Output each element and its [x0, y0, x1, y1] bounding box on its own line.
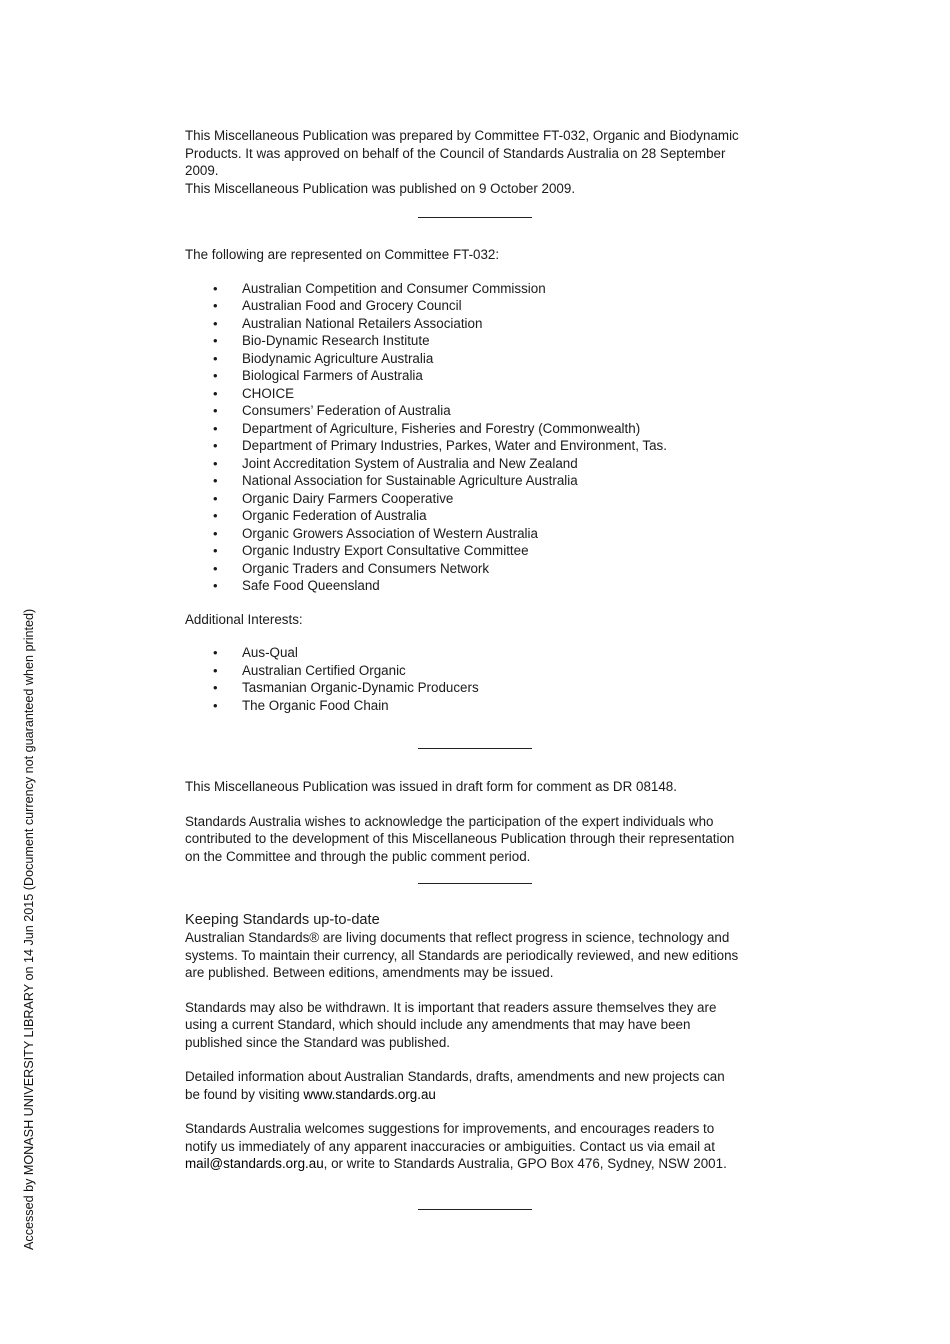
bullet-icon: •: [213, 298, 218, 313]
bullet-icon: •: [213, 315, 218, 331]
keeping-paragraph-4: Standards Australia welcomes suggestions for improvements, and encourages readers to notify us immediately of any apparent inaccuracies or ambiguities. Contact us via email at mail@standards.org.au, or write to Standards Australia, GPO Box 476, Sydney, NSW 2001.: [185, 1121, 727, 1171]
access-watermark: Accessed by MONASH UNIVERSITY LIBRARY on 14 Jun 2015 (Document currency not guaranteed when printed): [22, 608, 36, 1250]
bullet-icon: •: [213, 508, 218, 523]
list-item: • Bio-Dynamic Research Institute: [213, 333, 430, 348]
document-page: [185, 127, 775, 1210]
bullet-icon: •: [213, 645, 218, 660]
list-item: • Safe Food Queensland: [213, 578, 380, 593]
contact-email-link[interactable]: mail@standards.org.au: [185, 1156, 324, 1171]
bullet-icon: •: [213, 560, 218, 576]
acknowledgement-paragraph: Standards Australia wishes to acknowledge the participation of the expert individuals who contributed to the development of this Miscellaneous Publication through their representation on the Committee and through the public comment period.: [185, 813, 735, 864]
bullet-icon: •: [213, 420, 218, 436]
bullet-icon: •: [213, 438, 218, 453]
list-item: • Aus-Qual: [213, 645, 298, 660]
bullet-icon: •: [213, 473, 218, 488]
bullet-icon: •: [213, 680, 218, 695]
list-item: • Australian Certified Organic: [213, 662, 406, 678]
list-item: • Tasmanian Organic-Dynamic Producers: [213, 680, 479, 695]
list-item: • National Association for Sustainable Agriculture Australia: [213, 473, 578, 488]
draft-note: This Miscellaneous Publication was issued in draft form for comment as DR 08148.: [185, 779, 677, 794]
list-item: • Biological Farmers of Australia: [213, 368, 423, 383]
list-item: • Australian National Retailers Association: [213, 315, 483, 331]
list-item: • Organic Growers Association of Western Australia: [213, 525, 538, 541]
keeping-paragraph-1: Australian Standards® are living documents that reflect progress in science, technology and systems. To maintain their currency, all Standards are periodically reviewed, and new editions are published. Between editions, amendments may be issued.: [185, 930, 739, 980]
bullet-icon: •: [213, 368, 218, 383]
bullet-icon: •: [213, 662, 218, 678]
keeping-paragraph-2: Standards may also be withdrawn. It is important that readers assure themselves they are using a current Standard, which should include any amendments that may have been published since the Standard was published.: [185, 999, 717, 1050]
bullet-icon: •: [213, 333, 218, 348]
committee-member-list: [185, 280, 775, 595]
bullet-icon: •: [213, 403, 218, 418]
prep-line-3: 2009.: [185, 163, 219, 178]
keeping-paragraph-3: Detailed information about Australian Standards, drafts, amendments and new projects can be found by visiting www.standards.org.au: [185, 1069, 725, 1102]
section-divider: [418, 1209, 532, 1210]
bullet-icon: •: [213, 350, 218, 366]
list-item: • Organic Federation of Australia: [213, 508, 427, 523]
section-divider: [418, 748, 532, 749]
list-item: • Joint Accreditation System of Australia and New Zealand: [213, 455, 578, 471]
list-item: • Australian Competition and Consumer Commission: [213, 280, 546, 296]
section-divider: [418, 883, 532, 884]
bullet-icon: •: [213, 385, 218, 401]
bullet-icon: •: [213, 697, 218, 713]
bullet-icon: •: [213, 455, 218, 471]
bullet-icon: •: [213, 280, 218, 296]
list-item: • Biodynamic Agriculture Australia: [213, 350, 434, 366]
prep-line-2: Products. It was approved on behalf of the Council of Standards Australia on 28 September: [185, 145, 726, 161]
list-item: • Organic Traders and Consumers Network: [213, 560, 490, 576]
list-item: • Department of Primary Industries, Parkes, Water and Environment, Tas.: [213, 438, 667, 453]
list-item: • Organic Dairy Farmers Cooperative: [213, 490, 454, 506]
prep-line-4: This Miscellaneous Publication was published on 9 October 2009.: [185, 180, 576, 196]
list-item: • Consumers’ Federation of Australia: [213, 403, 451, 418]
bullet-icon: •: [213, 525, 218, 541]
list-item: • Organic Industry Export Consultative Committee: [213, 543, 529, 558]
additional-interests-label: Additional Interests:: [185, 611, 303, 627]
prep-line-1: This Miscellaneous Publication was prepared by Committee FT-032, Organic and Biodynamic: [185, 128, 739, 143]
committee-intro: The following are represented on Committee FT-032:: [185, 247, 500, 262]
list-item: • The Organic Food Chain: [213, 697, 389, 713]
list-item: • Department of Agriculture, Fisheries and Forestry (Commonwealth): [213, 420, 641, 436]
bullet-icon: •: [213, 543, 218, 558]
keeping-standards-heading: Keeping Standards up-to-date: [185, 912, 380, 928]
bullet-icon: •: [213, 578, 218, 593]
section-divider: [418, 217, 532, 218]
additional-interests-list: [185, 644, 775, 714]
standards-website-link[interactable]: www.standards.org.au: [303, 1086, 436, 1102]
list-item: • CHOICE: [213, 385, 295, 401]
bullet-icon: •: [213, 490, 218, 506]
list-item: • Australian Food and Grocery Council: [213, 298, 462, 313]
